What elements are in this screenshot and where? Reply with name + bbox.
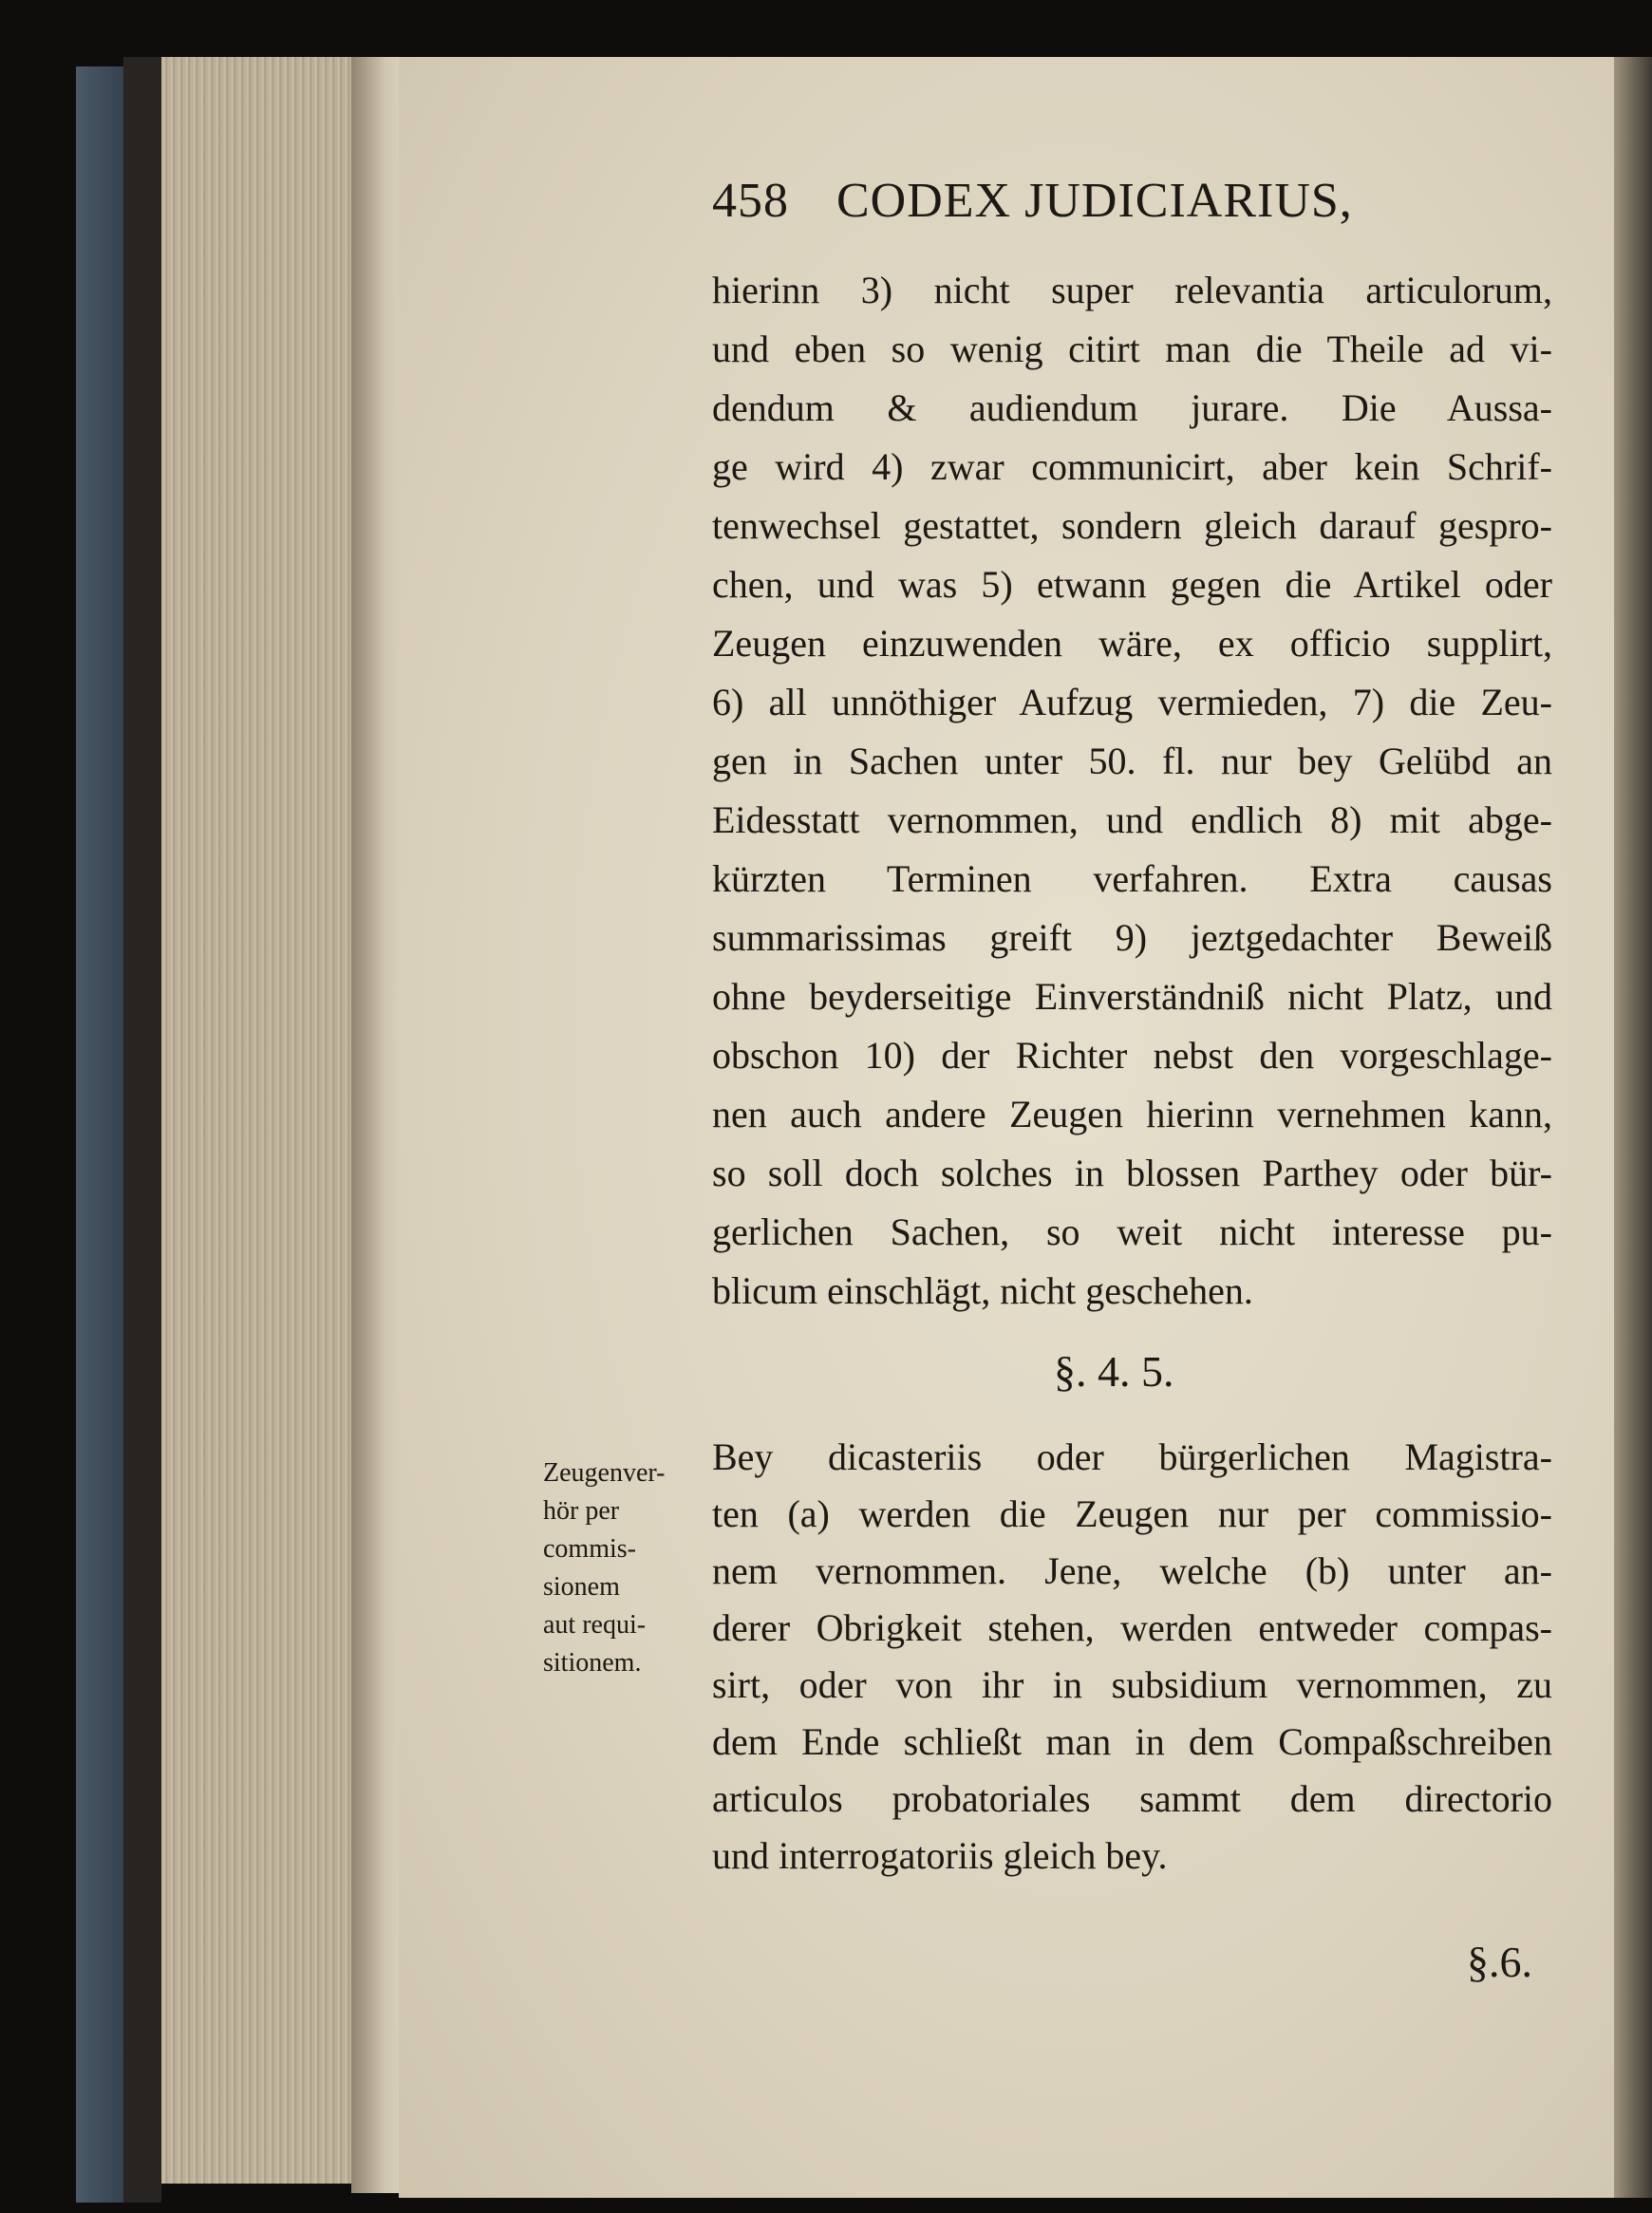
- paragraph-2: [712, 1429, 1552, 1885]
- text-line: sirt, oder von ihr in subsidium vernommen, zu: [712, 1663, 1552, 1706]
- text-line: gen in Sachen unter 50. fl. nur bey Gelübd an: [712, 740, 1552, 782]
- marginal-line: sitionem.: [543, 1648, 642, 1678]
- paragraph-1: [712, 261, 1552, 1321]
- text-line: hierinn 3) nicht super relevantia articulorum,: [712, 269, 1552, 311]
- text-line: dendum & audiendum jurare. Die Aussa-: [712, 386, 1552, 429]
- text-line: ge wird 4) zwar communicirt, aber kein Schrif-: [712, 445, 1552, 488]
- text-line: nem vernommen. Jene, welche (b) unter an-: [712, 1549, 1552, 1592]
- text-line: ohne beyderseitige Einverständniß nicht Platz, und: [712, 975, 1552, 1018]
- running-header: [712, 173, 1567, 239]
- text-line: obschon 10) der Richter nebst den vorgeschlage-: [712, 1034, 1552, 1077]
- marginal-note: [543, 1454, 704, 1682]
- page-block-edges: [161, 57, 370, 2184]
- text-line: Eidesstatt vernommen, und endlich 8) mit abge-: [712, 798, 1552, 841]
- section-heading: §. 4. 5.: [1054, 1347, 1174, 1396]
- text-line: so soll doch solches in blossen Parthey oder bür-: [712, 1152, 1552, 1194]
- text-line: Bey dicasteriis oder bürgerlichen Magistra-: [712, 1435, 1552, 1478]
- page-right-shadow: [1614, 57, 1652, 2198]
- text-line: gerlichen Sachen, so weit nicht interesse pu-: [712, 1210, 1552, 1253]
- running-head-title: CODEX JUDICIARIUS,: [836, 174, 1353, 228]
- text-line: 6) all unnöthiger Aufzug vermieden, 7) die Zeu-: [712, 681, 1552, 723]
- text-line: blicum einschlägt, nicht geschehen.: [712, 1269, 1253, 1312]
- text-line: chen, und was 5) etwann gegen die Artikel oder: [712, 563, 1552, 606]
- catchword: §.6.: [1467, 1938, 1532, 1986]
- text-line: dem Ende schließt man in dem Compaßschreiben: [712, 1720, 1552, 1763]
- marginal-line: hör per: [543, 1496, 620, 1526]
- text-line: kürzten Terminen verfahren. Extra causas: [712, 857, 1552, 900]
- text-line: und interrogatoriis gleich bey.: [712, 1834, 1168, 1877]
- text-line: und eben so wenig citirt man die Theile ad vi-: [712, 328, 1552, 370]
- text-line: articulos probatoriales sammt dem directorio: [712, 1777, 1552, 1820]
- marginal-line: aut requi-: [543, 1610, 647, 1640]
- text-line: nen auch andere Zeugen hierinn vernehmen kann,: [712, 1093, 1552, 1135]
- text-line: summarissimas greift 9) jeztgedachter Beweiß: [712, 916, 1552, 959]
- text-line: ten (a) werden die Zeugen nur per commissio-: [712, 1492, 1552, 1535]
- marginal-line: sionem: [543, 1572, 620, 1602]
- marginal-line: commis-: [543, 1534, 636, 1564]
- page-number: 458: [712, 174, 789, 228]
- text-line: Zeugen einzuwenden wäre, ex officio supplirt,: [712, 622, 1552, 665]
- book-cover-strip: [123, 57, 161, 2203]
- text-line: derer Obrigkeit stehen, werden entweder compas-: [712, 1606, 1552, 1649]
- marginal-line: Zeugenver-: [543, 1458, 666, 1488]
- text-line: tenwechsel gestattet, sondern gleich darauf gespro-: [712, 504, 1552, 547]
